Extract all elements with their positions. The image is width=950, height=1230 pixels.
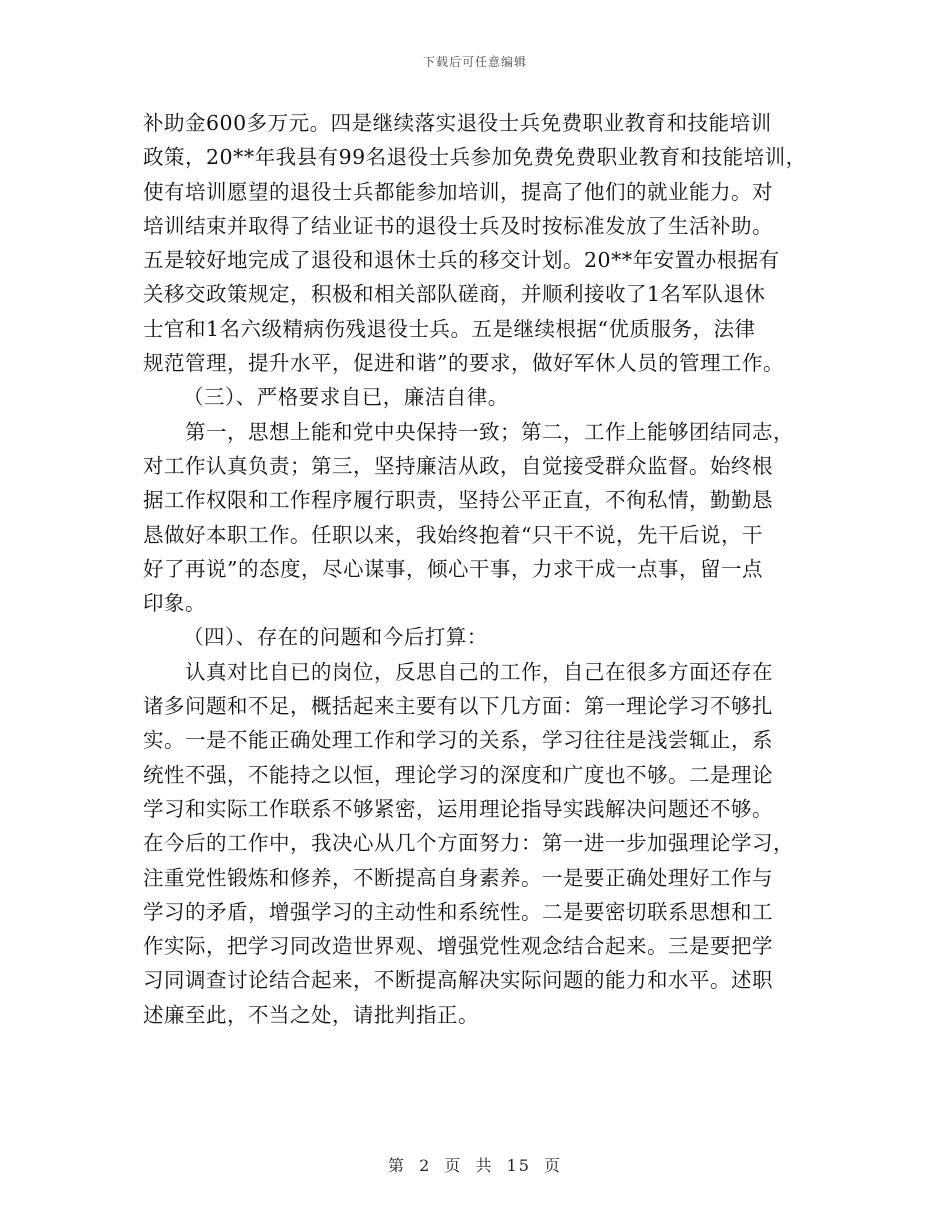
text-line: 规范管理，提升水平，促进和谐”的要求，做好军休人员的管理工作。: [143, 351, 784, 376]
text-line: 学习和实际工作联系不够紧密，运用理论指导实践解决问题还不够。: [143, 796, 773, 821]
text-line: 使有培训愿望的退役士兵都能参加培训，提高了他们的就业能力。对: [143, 179, 773, 204]
text-line: 第一，思想上能和党中央保持一致；第二，工作上能够团结同志，: [185, 419, 794, 444]
text-line: 学习的矛盾，增强学习的主动性和系统性。二是要密切联系思想和工: [143, 899, 773, 924]
text-line: 士官和1名六级精病伤残退役士兵。五是继续根据“优质服务，法律: [143, 316, 756, 341]
text-line: 认真对比自已的岗位，反思自己的工作，自己在很多方面还存在: [185, 659, 773, 684]
text-line: 统性不强，不能持之以恒，理论学习的深度和广度也不够。二是理论: [143, 762, 773, 787]
text-line: 在今后的工作中，我决心从几个方面努力：第一进一步加强理论学习，: [143, 831, 794, 856]
text-line: 注重党性锻炼和修养，不断提高自身素养。一是要正确处理好工作与: [143, 865, 773, 890]
text-line: 诸多问题和不足，概括起来主要有以下几方面：第一理论学习不够扎: [143, 694, 773, 719]
footer-word-ye: 页: [444, 1156, 463, 1175]
page-number-current: 2: [419, 1156, 432, 1175]
page-header-note: 下载后可任意编辑: [422, 55, 527, 69]
footer-word-gong: 共: [475, 1156, 494, 1175]
text-line: 据工作权限和工作程序履行职责，坚持公平正直，不徇私情，勤勤恳: [143, 488, 773, 513]
section-heading-3: （三）、严格要求自已，廉洁自律。: [183, 385, 509, 410]
text-line: 作实际，把学习同改造世界观、增强党性观念结合起来。三是要把学: [143, 934, 773, 959]
text-line: 习同调查讨论结合起来，不断提高解决实际问题的能力和水平。述职: [143, 968, 773, 993]
text-line: 培训结束并取得了结业证书的退役士兵及时按标准发放了生活补助。: [143, 213, 773, 238]
footer-word-ye-2: 页: [544, 1156, 563, 1175]
text-line: 好了再说”的态度，尽心谋事，倾心干事，力求干成一点事，留一点: [143, 556, 763, 581]
text-line: 印象。: [143, 591, 206, 616]
footer-word-di: 第: [387, 1156, 406, 1175]
document-body: [143, 106, 813, 1032]
text-line: 恳做好本职工作。任职以来，我始终抱着“只干不说，先干后说，干: [143, 522, 763, 547]
text-line: 对工作认真负责；第三，坚持廉洁从政，自觉接受群众监督。始终根: [143, 453, 773, 478]
page-number-total: 15: [506, 1156, 531, 1175]
text-line: 五是较好地完成了退役和退休士兵的移交计划。20**年安置办根据有: [143, 248, 780, 273]
section-heading-4: （四）、存在的问题和今后打算：: [183, 625, 488, 650]
text-line: 补助金600多万元。四是继续落实退役士兵免费职业教育和技能培训: [143, 111, 772, 135]
page-footer: [0, 1153, 950, 1176]
text-line: 关移交政策规定，积极和相关部队磋商，并顺利接收了1名军队退休: [143, 282, 766, 307]
text-line: 实。一是不能正确处理工作和学习的关系，学习往往是浅尝辄止，系: [143, 728, 773, 753]
text-line: 政策，20**年我县有99名退役士兵参加免费免费职业教育和技能培训，: [143, 145, 807, 170]
text-line: 述廉至此，不当之处，请批判指正。: [143, 1002, 479, 1027]
